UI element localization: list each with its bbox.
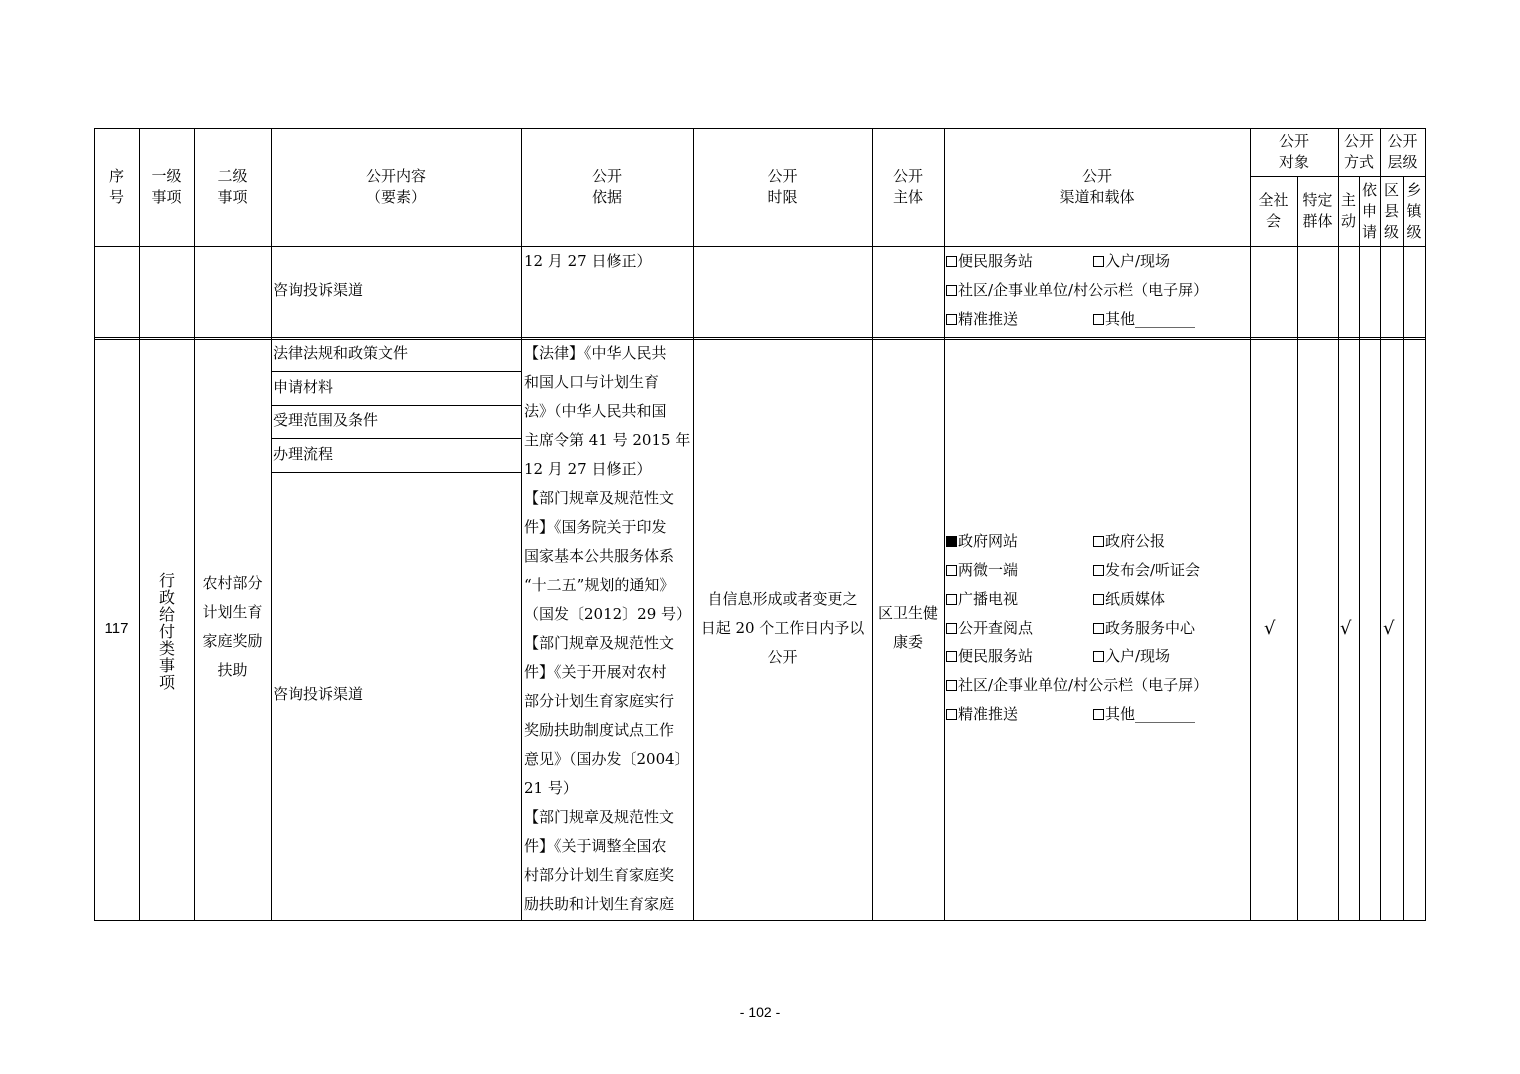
header-content: 公开内容 （要素） — [365, 168, 426, 206]
channel-option: 政府网站 — [946, 527, 1018, 556]
channel-option: 社区/企事业单位/村公示栏（电子屏） — [946, 671, 1208, 700]
checkbox-icon — [946, 565, 957, 576]
channel-option: 公开查阅点 — [946, 614, 1033, 643]
checkbox-icon — [1093, 536, 1104, 547]
channel-option: 入户/现场 — [1093, 247, 1170, 276]
channel-option: 政务服务中心 — [1093, 614, 1195, 643]
header-subject: 公开 主体 — [892, 168, 923, 206]
content-item: 咨询投诉渠道 — [273, 281, 364, 299]
checkbox-icon — [946, 314, 957, 325]
header-mode-active: 主 动 — [1340, 192, 1356, 230]
header-mode: 公开 方式 — [1343, 133, 1374, 171]
channel-option: 发布会/听证会 — [1093, 556, 1200, 585]
header-level1: 一级 事项 — [151, 168, 182, 206]
checkbox-icon — [1093, 623, 1104, 634]
checkbox-icon — [946, 680, 957, 691]
checkmark-icon: √ — [1340, 618, 1352, 639]
content-item: 受理范围及条件 — [273, 411, 379, 429]
checkbox-icon — [946, 623, 957, 634]
basis-text: 【法律】《中华人民共 和国人口与计划生育 法》（中华人民共和国 主席令第 41 号 2015 年 12 月 27 日修正） 【部门规章及规范性文 件】《国务院关于印发 国家基本公共服务体系 “十二五”规划的通知》 （国发〔2012〕29 号） 【部门规章及规范性文 件】《关于开展对农村 部分计划生育家庭实行 奖励扶助制度试点工作 意见》（国办发〔2004〕 21 号） 【部门规章及规范性文 件】《关于调整全国农 村部分计划生育家庭奖 励扶助和计划生育家庭 — [524, 344, 692, 913]
document-page: 序 号 一级 事项 二级 事项 公开内容 （要素） 公开 依据 公开 时限 公开 主体 公开 渠道和载体 公开 对象 公开 方式 公开 层级 全社 会 特定 群体 主 动 依 申 请 区 县 级 乡 镇 级 咨询投诉渠道 12 月 27 日修正） 便民服务站 入户/现场 社区/企事业单位/村公示栏（电子屏） 精准推送 其他________ 117 行 政 给 付 类 事 项 农村部分 计划生育 家庭奖励 扶助 法律法规和政策文件 申请材料 受理范围及条件 办理流程 咨询投诉渠道 【法律】《中华人民共 和国人口与计划生育 法》（中华人民共和国 主席令第 41 号 2015 年 12 月 27 日修正） 【部门规章及规范性文 件】《国务院关于印发 国家基本公共服务体系 “十二五”规划的通知》 （国发〔2012〕29 号） 【部门规章及规范性文 件】《关于开展对农村 部分计划生育家庭实行 奖励扶助制度试点工作 意见》（国办发〔2004〕 21 号） 【部门规章及规范性文 件】《关于调整全国农 村部分计划生育家庭奖 励扶助和计划生育家庭 自信息形成或者变更之 日起 20 个工作日内予以 公开 区卫生健 康委 政府网站 政府公报 两微一端 发布会/听证会 广播电视 纸质媒体 公开查阅点 政务服务中心 便民服务站 入户/现场 社区/企事业单位/村公示栏（电子屏） 精准推送 其他________ √ √ √ - 102 - — [0, 0, 1520, 1074]
channel-option: 便民服务站 — [946, 247, 1033, 276]
content-item: 申请材料 — [273, 378, 334, 396]
channel-option: 入户/现场 — [1093, 642, 1170, 671]
checkbox-icon — [946, 709, 957, 720]
content-item: 法律法规和政策文件 — [273, 344, 409, 362]
checkbox-icon — [1093, 709, 1104, 720]
channel-option: 其他________ — [1093, 700, 1195, 729]
row-seq: 117 — [104, 620, 129, 637]
checkmark-icon: √ — [1264, 618, 1276, 639]
checkbox-icon — [1093, 651, 1104, 662]
checkmark-icon: √ — [1383, 618, 1395, 639]
header-level-county: 区 县 级 — [1383, 182, 1399, 241]
header-object: 公开 对象 — [1278, 133, 1309, 171]
header-seq: 序 号 — [108, 168, 124, 206]
row-level1: 行 政 给 付 类 事 项 — [159, 571, 176, 692]
header-basis: 公开 依据 — [591, 168, 622, 206]
header-deadline: 公开 时限 — [767, 168, 798, 206]
checkbox-icon — [946, 285, 957, 296]
checkbox-icon — [946, 651, 957, 662]
checkbox-icon — [946, 256, 957, 267]
header-object-all: 全社 会 — [1258, 192, 1289, 230]
checkbox-icon — [1093, 256, 1104, 267]
header-channel: 公开 渠道和载体 — [1059, 168, 1135, 206]
channel-option: 政府公报 — [1093, 527, 1165, 556]
checkbox-icon — [1093, 594, 1104, 605]
checkbox-icon — [946, 594, 957, 605]
header-level2: 二级 事项 — [217, 168, 248, 206]
page-number: - 102 - — [739, 1004, 781, 1020]
content-item: 咨询投诉渠道 — [273, 685, 364, 703]
header-mode-apply: 依 申 请 — [1361, 182, 1377, 241]
header-level-town: 乡 镇 级 — [1406, 182, 1422, 241]
channel-option: 精准推送 — [946, 305, 1018, 334]
header-object-specific: 特定 群体 — [1302, 192, 1333, 230]
channel-option: 其他________ — [1093, 305, 1195, 334]
checkbox-checked-icon — [946, 536, 957, 547]
channel-option: 广播电视 — [946, 585, 1018, 614]
content-item: 办理流程 — [273, 445, 334, 463]
channel-option: 社区/企事业单位/村公示栏（电子屏） — [946, 276, 1208, 305]
header-level: 公开 层级 — [1387, 133, 1418, 171]
basis-text: 12 月 27 日修正） — [524, 252, 652, 270]
checkbox-icon — [1093, 565, 1104, 576]
checkbox-icon — [1093, 314, 1104, 325]
channel-option: 便民服务站 — [946, 642, 1033, 671]
channel-option: 精准推送 — [946, 700, 1018, 729]
channel-option: 纸质媒体 — [1093, 585, 1165, 614]
channel-option: 两微一端 — [946, 556, 1018, 585]
